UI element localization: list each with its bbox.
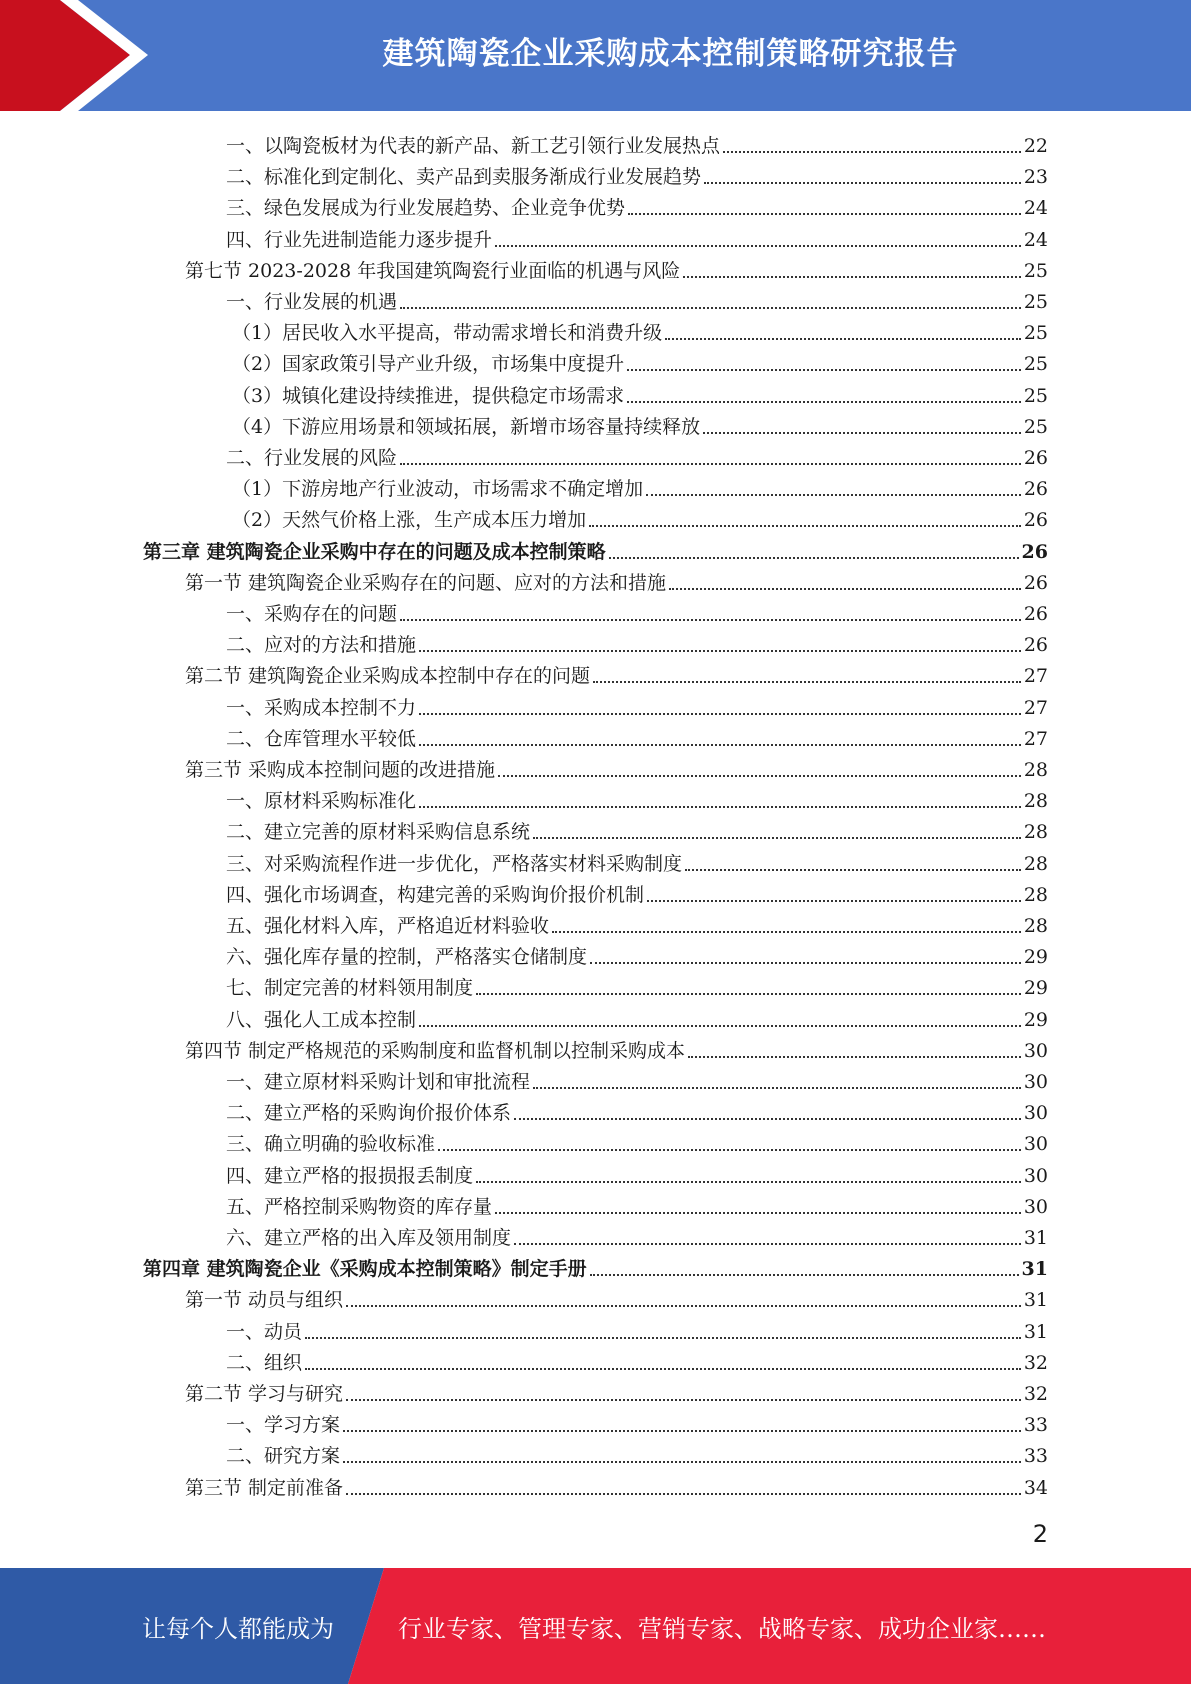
- toc-entry-page: 26: [1023, 634, 1048, 657]
- toc-entry-page: 28: [1023, 821, 1048, 844]
- toc-entry[interactable]: [226, 1157, 1048, 1188]
- toc-entry-page: 31: [1021, 1258, 1048, 1281]
- toc-entry-page: 30: [1023, 1071, 1048, 1093]
- toc-dot-leader: [419, 1025, 1021, 1027]
- toc-entry-label: 第四节 制定严格规范的采购制度和监督机制以控制采购成本: [185, 1039, 686, 1062]
- toc-dot-leader: [495, 1212, 1021, 1214]
- toc-entry[interactable]: [232, 470, 1048, 501]
- toc-dot-leader: [305, 1337, 1021, 1339]
- toc-dot-leader: [647, 900, 1021, 902]
- toc-dot-leader: [400, 619, 1021, 621]
- toc-dot-leader: [590, 962, 1021, 964]
- toc-entry[interactable]: [232, 377, 1048, 408]
- toc-entry-label: 二、应对的方法和措施: [226, 634, 417, 657]
- toc-entry-label: 一、行业发展的机遇: [226, 291, 398, 313]
- toc-dot-leader: [627, 401, 1021, 403]
- toc-entry-label: 二、建立完善的原材料采购信息系统: [226, 821, 531, 844]
- toc-dot-leader: [305, 1368, 1021, 1370]
- toc-entry-page: 30: [1023, 1133, 1048, 1156]
- toc-dot-leader: [593, 681, 1021, 683]
- toc-dot-leader: [533, 837, 1021, 839]
- toc-dot-leader: [533, 1087, 1021, 1089]
- toc-entry-label: 六、强化库存量的控制，严格落实仓储制度: [226, 946, 588, 969]
- toc-entry-label: 第三节 采购成本控制问题的改进措施: [185, 759, 496, 781]
- toc-dot-leader: [627, 369, 1021, 371]
- toc-dot-leader: [723, 151, 1021, 153]
- toc-entry-page: 31: [1023, 1289, 1048, 1312]
- toc-entry-label: 一、以陶瓷板材为代表的新产品、新工艺引领行业发展热点: [226, 135, 721, 157]
- toc-entry-page: 27: [1023, 665, 1048, 688]
- report-title: 建筑陶瓷企业采购成本控制策略研究报告: [382, 36, 959, 72]
- toc-dot-leader: [346, 1493, 1021, 1495]
- toc-entry-page: 30: [1023, 1195, 1048, 1218]
- toc-entry-page: 25: [1023, 259, 1048, 282]
- toc-entry[interactable]: [226, 1063, 1048, 1094]
- toc-entry-label: 四、强化市场调查，构建完善的采购询价报价机制: [226, 883, 645, 906]
- toc-entry-label: 三、对采购流程作进一步优化，严格落实材料采购制度: [226, 852, 683, 875]
- toc-entry-page: 26: [1023, 509, 1048, 532]
- toc-entry-label: （1）居民收入水平提高，带动需求增长和消费升级: [232, 322, 663, 345]
- toc-entry-page: 31: [1023, 1227, 1048, 1249]
- toc-entry[interactable]: [226, 1406, 1048, 1437]
- toc-entry-page: 25: [1023, 291, 1048, 313]
- toc-entry-label: 第三节 制定前准备: [185, 1476, 344, 1499]
- toc-entry-label: 四、建立严格的报损报丢制度: [226, 1164, 474, 1187]
- toc-dot-leader: [419, 806, 1021, 808]
- toc-entry-page: 28: [1023, 790, 1048, 813]
- toc-dot-leader: [419, 713, 1021, 715]
- toc-dot-leader: [514, 1243, 1021, 1245]
- toc-entry[interactable]: [232, 345, 1048, 376]
- toc-entry-label: 一、原材料采购标准化: [226, 790, 417, 813]
- toc-entry-label: 第二节 学习与研究: [185, 1383, 344, 1405]
- toc-entry-label: 二、建立严格的采购询价报价体系: [226, 1102, 512, 1125]
- toc-entry[interactable]: [226, 1188, 1048, 1219]
- toc-entry-label: 五、严格控制采购物资的库存量: [226, 1195, 493, 1218]
- toc-dot-leader: [498, 775, 1021, 777]
- toc-dot-leader: [419, 744, 1021, 746]
- toc-entry[interactable]: [185, 1032, 1048, 1063]
- toc-entry[interactable]: [226, 439, 1048, 470]
- toc-entry-page: 27: [1023, 727, 1048, 750]
- toc-dot-leader: [646, 494, 1021, 496]
- toc-entry[interactable]: [226, 907, 1048, 938]
- toc-entry-label: 二、仓库管理水平较低: [226, 727, 417, 750]
- toc-entry-page: 28: [1023, 883, 1048, 906]
- toc-dot-leader: [590, 1274, 1019, 1276]
- toc-dot-leader: [419, 650, 1021, 652]
- toc-entry-page: 33: [1023, 1414, 1048, 1437]
- toc-entry-label: 第七节 2023-2028 年我国建筑陶瓷行业面临的机遇与风险: [185, 259, 681, 282]
- toc-entry[interactable]: [226, 595, 1048, 626]
- toc-entry-page: 26: [1023, 571, 1048, 594]
- toc-entry-label: 二、行业发展的风险: [226, 447, 398, 469]
- toc-entry[interactable]: [226, 1344, 1048, 1375]
- toc-entry-page: 23: [1023, 166, 1048, 189]
- toc-entry-label: 第二节 建筑陶瓷企业采购成本控制中存在的问题: [185, 665, 591, 688]
- toc-entry[interactable]: [226, 938, 1048, 969]
- toc-entry[interactable]: [226, 626, 1048, 657]
- toc-entry[interactable]: [226, 813, 1048, 844]
- toc-dot-leader: [628, 213, 1021, 215]
- toc-entry-page: 30: [1023, 1164, 1048, 1187]
- toc-entry-page: 32: [1023, 1383, 1048, 1405]
- toc-dot-leader: [514, 1118, 1021, 1120]
- toc-entry-label: （3）城镇化建设持续推进，提供稳定市场需求: [232, 384, 625, 407]
- toc-entry-page: 26: [1023, 447, 1048, 469]
- toc-entry[interactable]: [185, 751, 1048, 782]
- toc-entry[interactable]: [226, 127, 1048, 158]
- toc-entry-label: 二、研究方案: [226, 1445, 341, 1468]
- toc-entry-page: 25: [1023, 384, 1048, 407]
- toc-entry-page: 25: [1023, 415, 1048, 438]
- toc-entry-label: 第一节 动员与组织: [185, 1289, 344, 1312]
- toc-entry[interactable]: [232, 314, 1048, 345]
- toc-entry-label: 七、制定完善的材料领用制度: [226, 977, 474, 1000]
- toc-entry-label: 三、绿色发展成为行业发展趋势、企业竞争优势: [226, 197, 626, 220]
- toc-entry[interactable]: [226, 1001, 1048, 1032]
- toc-dot-leader: [343, 1430, 1021, 1432]
- toc-entry-page: 26: [1021, 540, 1048, 563]
- toc-dot-leader: [495, 245, 1021, 247]
- toc-dot-leader: [669, 588, 1021, 590]
- toc-entry-page: 24: [1023, 228, 1048, 251]
- toc-entry[interactable]: [226, 1313, 1048, 1344]
- toc-entry-label: 四、行业先进制造能力逐步提升: [226, 228, 493, 251]
- toc-entry-label: 五、强化材料入库，严格追近材料验收: [226, 915, 550, 937]
- toc-entry[interactable]: [143, 533, 1048, 564]
- toc-dot-leader: [400, 307, 1021, 309]
- toc-entry-label: （2）国家政策引导产业升级，市场集中度提升: [232, 353, 625, 376]
- toc-entry-page: 30: [1023, 1102, 1048, 1125]
- toc-entry-label: 八、强化人工成本控制: [226, 1008, 417, 1031]
- toc-entry-label: 二、标准化到定制化、卖产品到卖服务渐成行业发展趋势: [226, 166, 702, 189]
- toc-dot-leader: [683, 276, 1021, 278]
- toc-entry[interactable]: [185, 564, 1048, 595]
- toc-entry-label: 一、学习方案: [226, 1414, 341, 1437]
- toc-entry[interactable]: [185, 1375, 1048, 1406]
- toc-entry-label: 一、建立原材料采购计划和审批流程: [226, 1071, 531, 1093]
- toc-entry-page: 30: [1023, 1039, 1048, 1062]
- header-chevron-decoration: [0, 0, 150, 111]
- toc-entry[interactable]: [226, 1125, 1048, 1156]
- toc-entry-page: 24: [1023, 197, 1048, 220]
- toc-entry[interactable]: [185, 1281, 1048, 1312]
- toc-entry[interactable]: [143, 1250, 1048, 1281]
- toc-entry-label: 一、动员: [226, 1320, 303, 1343]
- page-number: 2: [1032, 1520, 1048, 1548]
- toc-entry-page: 22: [1023, 135, 1048, 157]
- toc-entry[interactable]: [185, 1469, 1048, 1500]
- toc-entry[interactable]: [226, 283, 1048, 314]
- toc-dot-leader: [589, 525, 1021, 527]
- toc-entry[interactable]: [226, 876, 1048, 907]
- toc-entry[interactable]: [226, 158, 1048, 189]
- footer-slogan-right: 行业专家、管理专家、营销专家、战略专家、成功企业家……: [398, 1614, 1046, 1643]
- toc-entry-page: 34: [1023, 1476, 1048, 1499]
- toc-entry[interactable]: [226, 1094, 1048, 1125]
- toc-entry[interactable]: [226, 782, 1048, 813]
- toc-entry[interactable]: [226, 189, 1048, 220]
- toc-entry-page: 25: [1023, 322, 1048, 345]
- toc-entry[interactable]: [226, 1219, 1048, 1250]
- toc-entry-page: 32: [1023, 1351, 1048, 1374]
- toc-dot-leader: [685, 869, 1021, 871]
- toc-dot-leader: [552, 931, 1021, 933]
- toc-entry[interactable]: [185, 657, 1048, 688]
- toc-entry-page: 28: [1023, 759, 1048, 781]
- toc-dot-leader: [346, 1399, 1021, 1401]
- toc-entry[interactable]: [226, 689, 1048, 720]
- toc-entry-label: 第四章 建筑陶瓷企业《采购成本控制策略》制定手册: [143, 1258, 587, 1281]
- toc-entry-page: 29: [1023, 946, 1048, 969]
- toc-entry-label: 一、采购成本控制不力: [226, 696, 417, 719]
- toc-dot-leader: [609, 557, 1019, 559]
- toc-entry[interactable]: [226, 969, 1048, 1000]
- toc-entry[interactable]: [226, 845, 1048, 876]
- toc-entry-page: 29: [1023, 977, 1048, 1000]
- toc-entry[interactable]: [232, 408, 1048, 439]
- toc-entry-label: 二、组织: [226, 1351, 303, 1374]
- toc-dot-leader: [400, 463, 1021, 465]
- toc-dot-leader: [704, 182, 1021, 184]
- footer-slogan-left: 让每个人都能成为: [142, 1614, 334, 1643]
- toc-entry-label: （2）天然气价格上涨，生产成本压力增加: [232, 509, 587, 532]
- toc-dot-leader: [346, 1305, 1021, 1307]
- toc-entry[interactable]: [226, 720, 1048, 751]
- toc-entry-page: 28: [1023, 915, 1048, 937]
- toc-entry-label: 第三章 建筑陶瓷企业采购中存在的问题及成本控制策略: [143, 540, 606, 563]
- toc-entry[interactable]: [232, 501, 1048, 532]
- toc-dot-leader: [438, 1149, 1021, 1151]
- toc-entry-page: 33: [1023, 1445, 1048, 1468]
- toc-entry-label: 第一节 建筑陶瓷企业采购存在的问题、应对的方法和措施: [185, 571, 667, 594]
- toc-dot-leader: [476, 1181, 1021, 1183]
- toc-dot-leader: [343, 1461, 1021, 1463]
- toc-entry-page: 25: [1023, 353, 1048, 376]
- toc-entry-page: 28: [1023, 852, 1048, 875]
- toc-entry-page: 26: [1023, 603, 1048, 625]
- toc-dot-leader: [476, 993, 1021, 995]
- toc-entry-label: 六、建立严格的出入库及领用制度: [226, 1227, 512, 1249]
- toc-entry-page: 26: [1023, 478, 1048, 501]
- toc-entry[interactable]: [226, 221, 1048, 252]
- toc-entry[interactable]: [226, 1437, 1048, 1468]
- page-header: [0, 0, 1191, 111]
- toc-entry-label: （1）下游房地产行业波动，市场需求不确定增加: [232, 478, 644, 501]
- toc-entry-page: 31: [1023, 1320, 1048, 1343]
- toc-entry-page: 29: [1023, 1008, 1048, 1031]
- toc-entry-label: （4）下游应用场景和领域拓展，新增市场容量持续释放: [232, 415, 701, 438]
- toc-dot-leader: [665, 338, 1021, 340]
- page-footer: [0, 1568, 1191, 1684]
- toc-dot-leader: [703, 432, 1021, 434]
- toc-entry-label: 一、采购存在的问题: [226, 603, 398, 625]
- toc-entry-page: 27: [1023, 696, 1048, 719]
- toc-entry-label: 三、确立明确的验收标准: [226, 1133, 436, 1156]
- toc-dot-leader: [688, 1056, 1021, 1058]
- toc-entry[interactable]: [185, 252, 1048, 283]
